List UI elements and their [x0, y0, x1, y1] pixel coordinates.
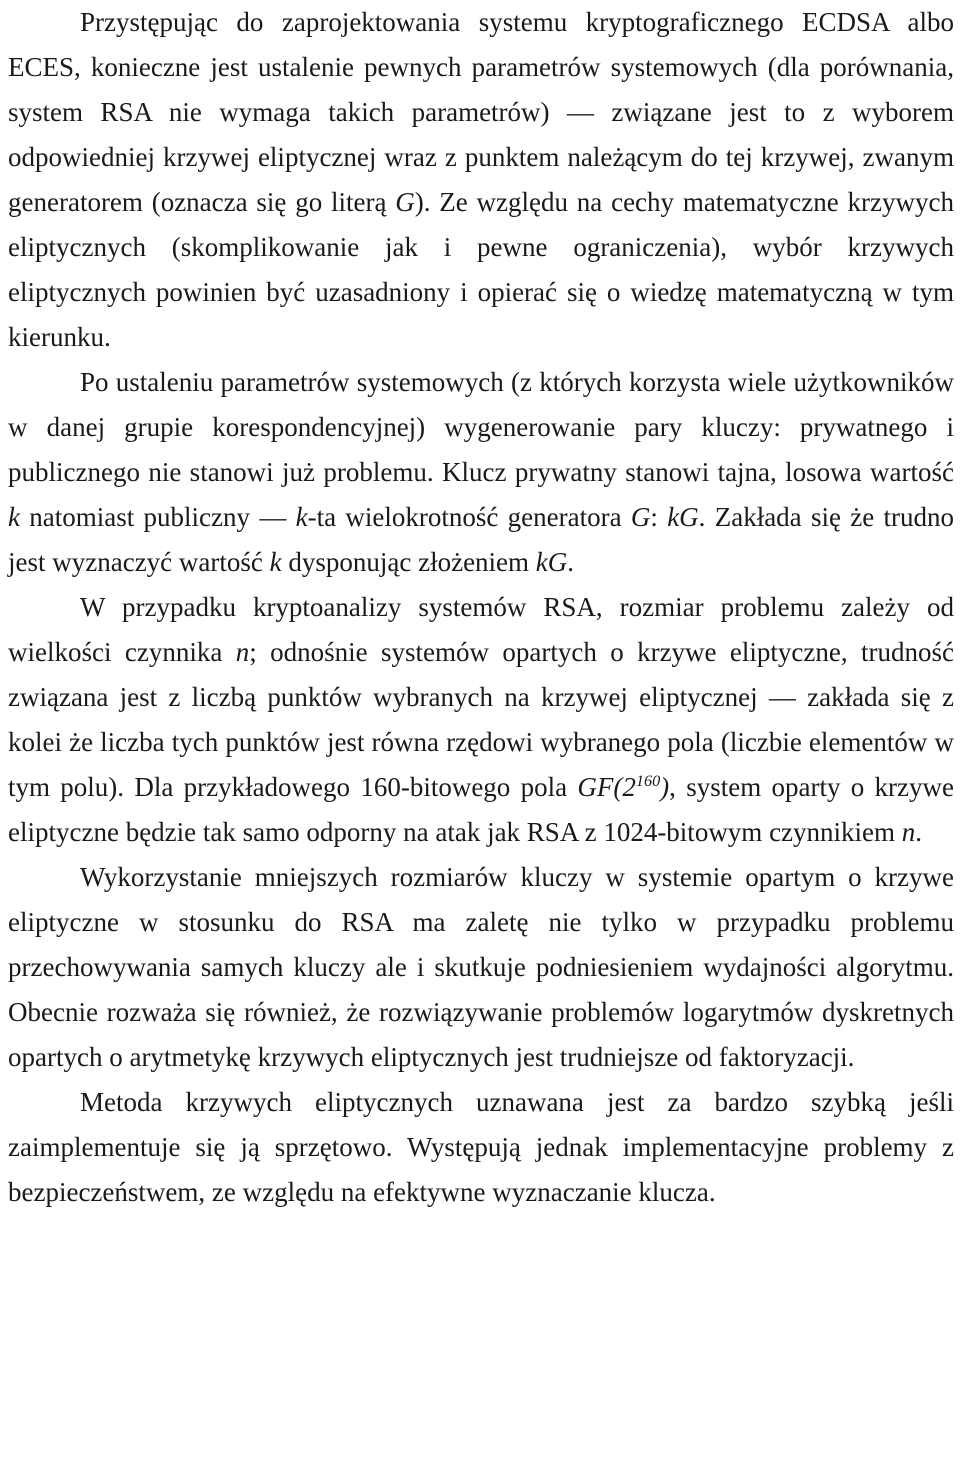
italic-text: G: [630, 502, 651, 532]
italic-text: G: [395, 187, 415, 217]
italic-text: kG: [667, 502, 699, 532]
italic-text: k: [269, 547, 282, 577]
superscript-text: 160: [635, 772, 661, 790]
italic-text: ): [660, 772, 670, 802]
text-segment: :: [650, 502, 668, 532]
text-segment: W przypadku kryptoanalizy systemów RSA, rozmiar problemu zależy od wielkości czynnika: [8, 592, 954, 667]
paragraph-ecdsa-parameters: [8, 0, 954, 360]
text-segment: . Zakłada się że trudno jest wyznaczyć wartość: [8, 502, 955, 577]
italic-text: n: [901, 817, 916, 847]
text-segment: ; odnośnie systemów opartych o krzywe eliptyczne, trudność związana jest z liczbą punktów wybranych na krzywej eliptycznej — zakłada się z kolei że liczba tych punktów jest równa rzędowi wybranego pola (liczbie elementów w tym polu). Dla przykładowego 160-bitowego pola: [8, 637, 954, 802]
italic-text: kG: [535, 547, 568, 577]
italic-text: k: [295, 502, 308, 532]
text-segment: Wykorzystanie mniejszych rozmiarów kluczy w systemie opartym o krzywe eliptyczne w stosunku do RSA ma zaletę nie tylko w przypadku problemu przechowywania samych kluczy ale i skutkuje podniesieniem wydajności algorytmu. Obecnie rozważa się również, że rozwiązywanie problemów logarytmów dyskretnych opartych o arytmetykę krzywych eliptycznych jest trudniejsze od faktoryzacji.: [8, 862, 954, 1072]
paragraph-cryptanalysis: [8, 585, 954, 855]
text-segment: Metoda krzywych eliptycznych uznawana jest za bardzo szybką jeśli zaimplementuje się ją sprzętowo. Występują jednak implementacyjne problemy z bezpieczeństwem, ze względu na efektywne wyznaczanie klucza.: [8, 1087, 954, 1207]
italic-text: GF(2: [577, 772, 636, 802]
text-segment: Przystępując do zaprojektowania systemu kryptograficznego ECDSA albo ECES, konieczne jest ustalenie pewnych parametrów systemowych (dla porównania, system RSA nie wymaga takich parametrów) — związane jest to z wyborem odpowiedniej krzywej eliptycznej wraz z punktem należącym do tej krzywej, zwanym generatorem (oznacza się go literą: [8, 7, 954, 217]
italic-text: n: [235, 637, 250, 667]
text-segment: -ta wielokrotność generatora: [307, 502, 631, 532]
text-segment: .: [567, 547, 575, 577]
italic-text: k: [8, 502, 20, 532]
paragraph-key-size-advantages: [8, 855, 954, 1080]
text-segment: ). Ze względu na cechy matematyczne krzywych eliptycznych (skomplikowanie jak i pewne ograniczenia), wybór krzywych eliptycznych powinien być uzasadniony i opierać się o wiedzę matematyczną w tym kierunku.: [8, 187, 954, 352]
text-segment: Po ustaleniu parametrów systemowych (z których korzysta wiele użytkowników w danej grupie korespondencyjnej) wygenerowanie pary kluczy: prywatnego i publicznego nie stanowi już problemu. Klucz prywatny stanowi tajna, losowa wartość: [8, 367, 954, 487]
text-segment: .: [915, 817, 923, 847]
text-segment: , system oparty o krzywe eliptyczne będzie tak samo odporny na atak jak RSA z 1024-bitowym czynnikiem: [8, 772, 955, 847]
text-segment: natomiast publiczny —: [19, 502, 296, 532]
paragraph-key-generation: [8, 360, 954, 585]
paragraph-hardware-implementation: [8, 1080, 954, 1215]
text-segment: dysponując złożeniem: [281, 547, 536, 577]
